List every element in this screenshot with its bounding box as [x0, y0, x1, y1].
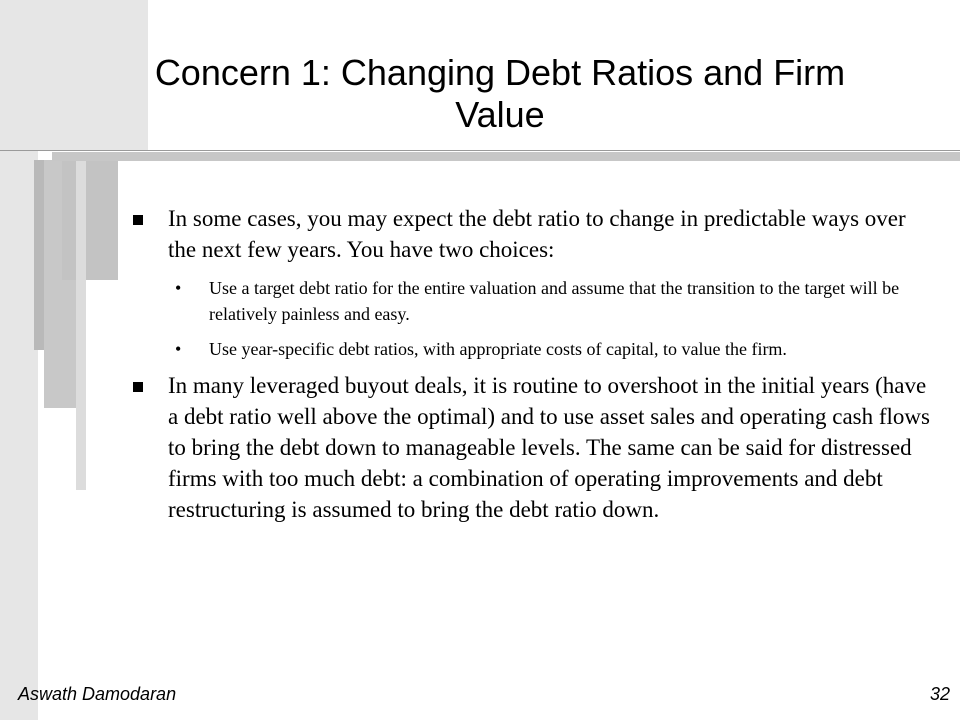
- sub-bullet-text: Use year-specific debt ratios, with appropriate costs of capital, to value the firm.: [209, 339, 787, 359]
- bullet-item: [130, 203, 930, 265]
- slide-body: [130, 198, 930, 525]
- title-divider-bar: [52, 152, 960, 161]
- square-bullet-icon: [133, 382, 143, 392]
- bullet-text: In some cases, you may expect the debt ratio to change in predictable ways over the next few years. You have two choices:: [168, 206, 906, 262]
- footer-author: Aswath Damodaran: [18, 684, 177, 704]
- page-number: 32: [929, 684, 950, 704]
- square-bullet-icon: [133, 215, 143, 225]
- sub-bullet-item: [130, 336, 930, 362]
- background-bar: [76, 160, 86, 490]
- sub-bullet-text: Use a target debt ratio for the entire valuation and assume that the transition to the target will be relatively painless and easy.: [209, 278, 900, 324]
- title-divider-line: [0, 150, 960, 151]
- bullet-text: In many leveraged buyout deals, it is routine to overshoot in the initial years (have a debt ratio well above the optimal) and to use asset sales and operating cash flows to bring the debt down to manageable levels. The same can be said for distressed firms with too much debt: a combination of operating improvements and debt restructuring is assumed to bring the debt ratio down.: [168, 373, 930, 522]
- sub-bullet-item: [130, 275, 930, 327]
- slide-title: Concern 1: Changing Debt Ratios and Firm Value: [154, 52, 846, 135]
- bullet-item: [130, 370, 930, 525]
- background-bar: [62, 160, 118, 280]
- dot-bullet-icon: •: [175, 278, 182, 298]
- dot-bullet-icon: •: [175, 339, 182, 359]
